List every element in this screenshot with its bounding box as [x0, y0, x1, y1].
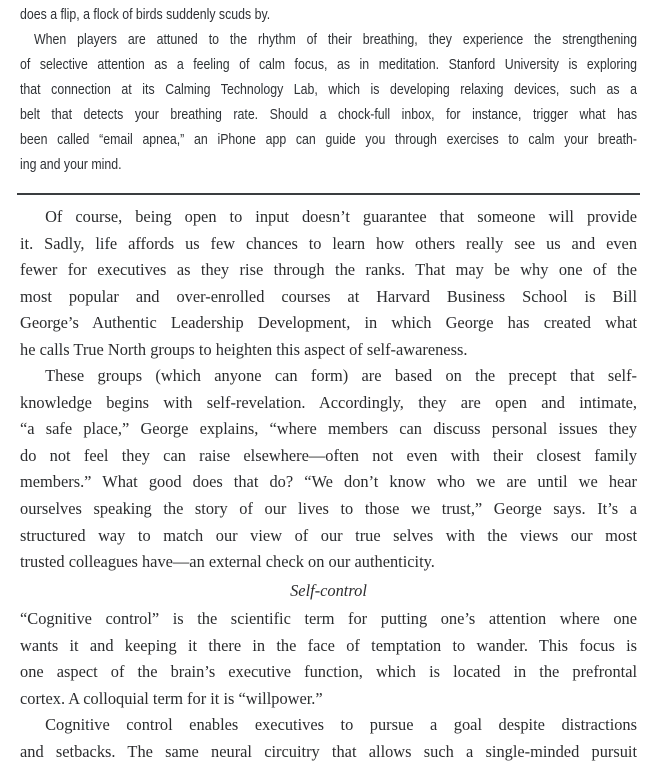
paragraphs-after-heading [20, 606, 637, 765]
text-line: ing and your mind. [20, 156, 122, 173]
text-line: These groups (which anyone can form) are based on the precept that self- [45, 366, 638, 386]
chapter-body [20, 204, 637, 765]
paragraph [20, 363, 637, 575]
section-heading: Self-control [290, 580, 367, 600]
text-line: that connection at its Calming Technology Lab, which is developing relaxing devices, such as a [20, 81, 638, 98]
previous-section-text [20, 2, 637, 177]
text-line: “a safe place,” George explains, “where members can discuss personal issues they [20, 419, 638, 439]
text-line: it. Sadly, life affords us few chances to learn how others really see us and even [20, 233, 638, 253]
text-line: wants it and keeping it there in the face of temptation to wander. This focus is [20, 635, 638, 655]
paragraph [20, 606, 637, 712]
text-line: When players are attuned to the rhythm of their breathing, they experience the strengthening [33, 31, 638, 48]
text-line: trusted colleagues have—an external check on our authenticity. [20, 552, 435, 572]
text-line: most popular and over-enrolled courses at Harvard Business School is Bill [20, 286, 638, 306]
text-line: members.” What good does that do? “We don’t know who we are until we hear [20, 472, 638, 492]
paragraph [20, 27, 637, 177]
text-line: ourselves speaking the story of our lives to those we trust,” George says. It’s a [20, 499, 638, 519]
paragraph [20, 712, 637, 765]
text-line: knowledge begins with self-revelation. Accordingly, they are open and intimate, [20, 392, 638, 412]
text-line: structured way to match our view of our true selves with the views our most [20, 525, 638, 545]
paragraph [20, 204, 637, 363]
text-line: of selective attention as a feeling of calm focus, as in meditation. Stanford University is exploring [20, 56, 638, 73]
sans-text-block [20, 2, 637, 177]
text-line: and setbacks. The same neural circuitry that allows such a single-minded pursuit [20, 741, 638, 761]
text-line: do not feel they can raise elsewhere—often not even with their closest family [20, 445, 638, 465]
text-line: Cognitive control enables executives to pursue a goal despite distractions [45, 715, 638, 735]
text-line: “Cognitive control” is the scientific term for putting one’s attention where one [20, 609, 638, 629]
text-line: belt that detects your breathing rate. Should a chock-full inbox, for instance, trigger what has [20, 106, 638, 123]
text-line: does a flip, a flock of birds suddenly scuds by. [20, 6, 271, 23]
text-line: one aspect of the brain’s executive function, which is located in the prefrontal [20, 662, 638, 682]
text-line: been called “email apnea,” an iPhone app can guide you through exercises to calm your breath- [20, 131, 638, 148]
paragraphs-before-heading [20, 204, 637, 576]
section-divider [17, 193, 640, 195]
serif-text-block [20, 204, 637, 765]
text-line: George’s Authentic Leadership Development, in which George has created what [20, 313, 638, 333]
paragraph [20, 2, 637, 27]
text-line: cortex. A colloquial term for it is “willpower.” [20, 688, 323, 708]
text-line: he calls True North groups to heighten this aspect of self-awareness. [20, 339, 468, 359]
text-line: fewer for executives as they rise through the ranks. That may be why one of the [20, 260, 638, 280]
text-line: Of course, being open to input doesn’t guarantee that someone will provide [45, 207, 638, 226]
